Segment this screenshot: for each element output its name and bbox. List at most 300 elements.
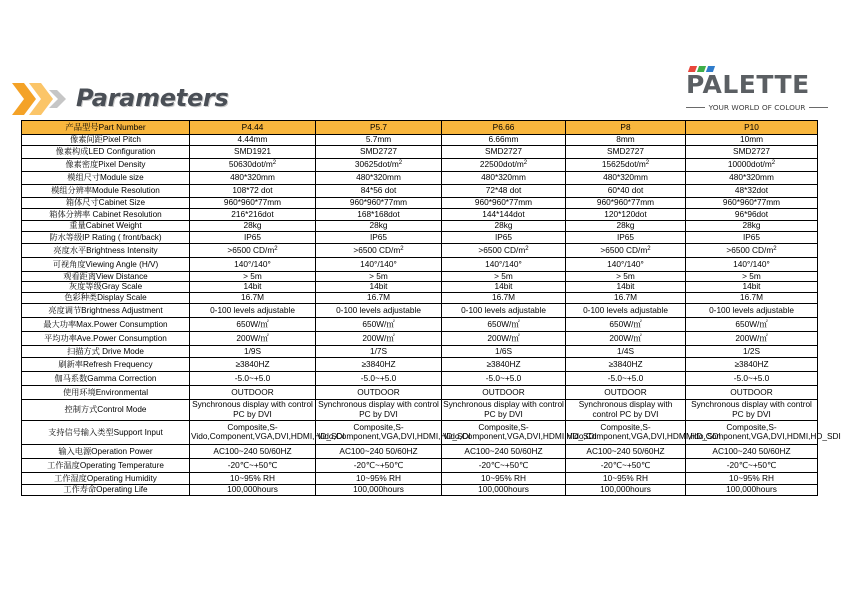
- cell-value: ≥3840HZ: [734, 358, 769, 369]
- cell-value: 30625dot/m: [354, 159, 399, 170]
- cell-value: 0-100 levels adjustable: [210, 304, 295, 315]
- cell-value: Composite,S-Vido,Component,VGA,DVI,HDMI,HD_SDI: [191, 421, 345, 442]
- table-cell: [190, 444, 316, 458]
- table-cell: [316, 146, 442, 159]
- cell-value: 16.7M: [240, 292, 265, 303]
- table-cell: [190, 244, 316, 258]
- table-cell: [686, 209, 818, 221]
- table-row: [22, 272, 818, 282]
- table-cell: [686, 282, 818, 292]
- cell-value: SMD2727: [607, 146, 644, 157]
- table-cell: [566, 357, 686, 371]
- cell-value: 0-100 levels adjustable: [583, 304, 668, 315]
- table-cell: [190, 282, 316, 292]
- table-cell: [190, 172, 316, 185]
- row-label: 输入电源Operation Power: [22, 444, 190, 458]
- table-cell: [566, 232, 686, 244]
- table-cell: [686, 221, 818, 232]
- table-row: [22, 232, 818, 244]
- cell-value: IP65: [742, 231, 761, 242]
- table-cell: [190, 258, 316, 272]
- table-header: [22, 121, 818, 135]
- table-cell: [566, 185, 686, 198]
- cell-value: 10~95% RH: [603, 472, 648, 483]
- cell-value: >6500 CD/m: [227, 244, 275, 255]
- cell-value: 5.7mm: [365, 134, 392, 145]
- table-cell: [316, 244, 442, 258]
- cell-value: 10000dot/m: [727, 159, 772, 170]
- cell-value: -20℃~+50℃: [726, 459, 777, 470]
- table-cell: [316, 371, 442, 385]
- table-cell: [686, 331, 818, 345]
- table-cell: [442, 303, 566, 317]
- table-cell: [190, 135, 316, 146]
- cell-value: 480*320mm: [603, 172, 648, 183]
- cell-value: 480*320mm: [729, 172, 774, 183]
- unit-superscript: 2: [400, 245, 404, 252]
- column-header-p5-7: P5.7: [316, 121, 442, 135]
- cell-value: ≥3840HZ: [608, 358, 643, 369]
- table-cell: [566, 221, 686, 232]
- cell-value: 480*320mm: [230, 172, 275, 183]
- table-cell: [566, 135, 686, 146]
- cell-value: 0-100 levels adjustable: [336, 304, 421, 315]
- table-cell: [190, 472, 316, 484]
- cell-value: -5.0~+5.0: [360, 372, 397, 383]
- table-cell: [190, 209, 316, 221]
- table-cell: [566, 146, 686, 159]
- table-row: [22, 292, 818, 303]
- unit-superscript: 2: [523, 160, 528, 167]
- table-cell: [442, 244, 566, 258]
- cell-value: SMD2727: [360, 146, 397, 157]
- unit-superscript: 2: [398, 160, 403, 167]
- cell-value: 28kg: [616, 220, 635, 231]
- cell-value: 1/4S: [616, 345, 635, 356]
- cell-value: SMD2727: [485, 146, 522, 157]
- table-cell: [686, 135, 818, 146]
- table-row: [22, 221, 818, 232]
- table-row: [22, 209, 818, 221]
- cell-value: 140°/140°: [485, 258, 522, 269]
- cell-value: 14bit: [243, 281, 262, 292]
- table-cell: [190, 458, 316, 472]
- cell-value: 140°/140°: [733, 258, 770, 269]
- row-label: 重量Cabinet Weight: [22, 221, 190, 232]
- cell-value: 16.7M: [491, 292, 516, 303]
- cell-value: 100,000hours: [353, 484, 404, 495]
- table-cell: [686, 292, 818, 303]
- cell-value: 960*960*77mm: [596, 197, 655, 208]
- table-cell: [316, 331, 442, 345]
- cell-value: 15625dot/m: [601, 159, 646, 170]
- cell-value: 14bit: [494, 281, 513, 292]
- table-row: [22, 317, 818, 331]
- cell-value: Composite,S-Vido,Component,VGA,DVI,HDMI,HD_SDI: [317, 421, 471, 442]
- cell-value: 10~95% RH: [230, 472, 275, 483]
- table-cell: [442, 458, 566, 472]
- table-cell: [686, 272, 818, 282]
- cell-value: 200W/㎡: [362, 332, 395, 343]
- tagline-rule-right: [809, 107, 828, 108]
- row-label: 使用环境Environmental: [22, 385, 190, 399]
- table-cell: [442, 221, 566, 232]
- cell-value: 100,000hours: [600, 484, 651, 495]
- table-row: [22, 258, 818, 272]
- table-cell: [686, 472, 818, 484]
- table-cell: [442, 385, 566, 399]
- tagline-rule-left: [686, 107, 705, 108]
- cell-value: Composite,S-Vido,Component,VGA,DVI,HDMI,HD_SDI: [687, 421, 841, 442]
- table-cell: [566, 272, 686, 282]
- table-cell: [442, 399, 566, 420]
- cell-value: 1/9S: [243, 345, 262, 356]
- cell-value: 200W/㎡: [236, 332, 269, 343]
- table-cell: [686, 172, 818, 185]
- chevron-arrows-icon: [12, 80, 72, 118]
- table-cell: [686, 303, 818, 317]
- cell-value: 16.7M: [739, 292, 764, 303]
- cell-value: IP65: [369, 231, 388, 242]
- cell-value: 50630dot/m: [228, 159, 273, 170]
- table-cell: [442, 146, 566, 159]
- cell-value: 650W/㎡: [609, 318, 642, 329]
- cell-value: 10~95% RH: [729, 472, 774, 483]
- cell-value: 650W/㎡: [487, 318, 520, 329]
- cell-value: AC100~240 50/60HZ: [339, 445, 418, 456]
- cell-value: 100,000hours: [726, 484, 777, 495]
- table-cell: [316, 258, 442, 272]
- cell-value: 960*960*77mm: [722, 197, 781, 208]
- table-cell: [566, 420, 721, 444]
- cell-value: 960*960*77mm: [474, 197, 533, 208]
- table-cell: [686, 399, 818, 420]
- cell-value: 10~95% RH: [356, 472, 401, 483]
- cell-value: 1/7S: [369, 345, 388, 356]
- table-cell: [566, 371, 686, 385]
- table-cell: [316, 484, 442, 495]
- table-cell: [442, 232, 566, 244]
- cell-value: 168*168dot: [357, 208, 400, 219]
- table-cell: [442, 331, 566, 345]
- cell-value: OUTDOOR: [482, 386, 525, 397]
- cell-value: 72*48 dot: [485, 185, 522, 196]
- cell-value: -20℃~+50℃: [227, 459, 278, 470]
- cell-value: 120*120dot: [604, 208, 647, 219]
- palette-logo: [686, 66, 828, 116]
- column-header-part-number: 产品型号Part Number: [22, 121, 190, 135]
- table-cell: [442, 371, 566, 385]
- logo-tagline-row: [686, 101, 828, 113]
- cell-value: 960*960*77mm: [349, 197, 408, 208]
- table-cell: [442, 484, 566, 495]
- row-label: 最大功率Max.Power Consumption: [22, 317, 190, 331]
- table-cell: [190, 331, 316, 345]
- table-cell: [442, 185, 566, 198]
- cell-value: 4.44mm: [237, 134, 268, 145]
- cell-value: Synchronous display with control PC by DVI: [318, 399, 439, 419]
- cell-value: > 5m: [243, 271, 262, 281]
- table-cell: [190, 484, 316, 495]
- chevron-orange-icon: [12, 83, 36, 115]
- table-row: [22, 472, 818, 484]
- table-cell: [566, 303, 686, 317]
- table-cell: [566, 198, 686, 209]
- table-cell: [442, 135, 566, 146]
- cell-value: 200W/㎡: [609, 332, 642, 343]
- parameters-table: [21, 120, 841, 496]
- table-cell: [190, 317, 316, 331]
- table-cell: [316, 135, 442, 146]
- cell-value: 650W/㎡: [362, 318, 395, 329]
- cell-value: 28kg: [494, 220, 513, 231]
- table-row: [22, 172, 818, 185]
- table-cell: [566, 159, 686, 172]
- column-header-p6-66: P6.66: [442, 121, 566, 135]
- cell-value: 14bit: [369, 281, 388, 292]
- row-label: 控制方式Control Mode: [22, 399, 190, 420]
- cell-value: >6500 CD/m: [726, 244, 774, 255]
- cell-value: Synchronous display with control PC by DVI: [192, 399, 313, 419]
- cell-value: 28kg: [369, 220, 388, 231]
- table-cell: [686, 244, 818, 258]
- row-label: 工作温度Operating Temperature: [22, 458, 190, 472]
- cell-value: 480*320mm: [481, 172, 526, 183]
- row-label: 可视角度Viewing Angle (H/V): [22, 258, 190, 272]
- table-cell: [190, 232, 316, 244]
- header-row: [22, 121, 818, 135]
- row-label: 灰度等级Gray Scale: [22, 282, 190, 292]
- table-cell: [686, 357, 818, 371]
- table-cell: [566, 472, 686, 484]
- table-cell: [686, 198, 818, 209]
- row-label: 工作湿度Operating Humidity: [22, 472, 190, 484]
- cell-value: IP65: [616, 231, 635, 242]
- cell-value: 216*216dot: [231, 208, 274, 219]
- row-label: 亮度水平Brightness Intensity: [22, 244, 190, 258]
- table-cell: [190, 345, 316, 357]
- cell-value: 200W/㎡: [735, 332, 768, 343]
- cell-value: 96*96dot: [734, 208, 769, 219]
- cell-value: Composite,S-Vido,Component,VGA,DVI,HDMI,HD_SDI: [567, 421, 721, 442]
- cell-value: 28kg: [742, 220, 761, 231]
- cell-value: -5.0~+5.0: [607, 372, 644, 383]
- table-cell: [316, 399, 442, 420]
- cell-value: 0-100 levels adjustable: [461, 304, 546, 315]
- table-cell: [190, 185, 316, 198]
- table-cell: [442, 345, 566, 357]
- table-row: [22, 345, 818, 357]
- table-cell: [686, 345, 818, 357]
- table-cell: [316, 303, 442, 317]
- table-cell: [316, 159, 442, 172]
- cell-value: 28kg: [243, 220, 262, 231]
- cell-value: SMD1921: [234, 146, 271, 157]
- cell-value: OUTDOOR: [231, 386, 274, 397]
- cell-value: > 5m: [494, 271, 513, 281]
- table-cell: [442, 159, 566, 172]
- unit-superscript: 2: [272, 160, 277, 167]
- table-cell: [316, 317, 442, 331]
- cell-value: Composite,S-Vido,Component,VGA,DVI,HDMI,HD_SDI: [443, 421, 597, 442]
- column-header-p10: P10: [686, 121, 818, 135]
- cell-value: 10mm: [739, 134, 764, 145]
- table-cell: [686, 420, 841, 444]
- table-cell: [442, 172, 566, 185]
- cell-value: OUTDOOR: [604, 386, 647, 397]
- cell-value: 960*960*77mm: [223, 197, 282, 208]
- unit-superscript: 2: [647, 245, 651, 252]
- row-label: 扫描方式 Drive Mode: [22, 345, 190, 357]
- table-cell: [316, 345, 442, 357]
- table-cell: [442, 420, 597, 444]
- cell-value: AC100~240 50/60HZ: [213, 445, 292, 456]
- cell-value: > 5m: [616, 271, 635, 281]
- table-cell: [566, 244, 686, 258]
- row-label: 模组分辨率Module Resolution: [22, 185, 190, 198]
- cell-value: Synchronous display with control PC by DVI: [578, 399, 673, 419]
- table-cell: [316, 185, 442, 198]
- row-label: 箱体分辨率 Cabinet Resolution: [22, 209, 190, 221]
- table-cell: [686, 146, 818, 159]
- cell-value: -20℃~+50℃: [353, 459, 404, 470]
- table-cell: [316, 272, 442, 282]
- row-label: 刷新率Refresh Frequency: [22, 357, 190, 371]
- cell-value: 8mm: [616, 134, 635, 145]
- table-cell: [686, 385, 818, 399]
- table-cell: [316, 282, 442, 292]
- row-label: 亮度调节Brightness Adjustment: [22, 303, 190, 317]
- cell-value: 200W/㎡: [487, 332, 520, 343]
- cell-value: OUTDOOR: [730, 386, 773, 397]
- row-label: 工作寿命Operating Life: [22, 484, 190, 495]
- unit-superscript: 2: [773, 245, 777, 252]
- table-cell: [190, 292, 316, 303]
- table-cell: [442, 272, 566, 282]
- unit-superscript: 2: [645, 160, 650, 167]
- table-cell: [442, 282, 566, 292]
- column-header-p8: P8: [566, 121, 686, 135]
- table-row: [22, 185, 818, 198]
- table-cell: [190, 303, 316, 317]
- table-cell: [316, 444, 442, 458]
- unit-superscript: 2: [525, 245, 529, 252]
- cell-value: 140°/140°: [607, 258, 644, 269]
- cell-value: IP65: [243, 231, 262, 242]
- table-cell: [442, 472, 566, 484]
- cell-value: 16.7M: [366, 292, 391, 303]
- cell-value: 60*40 dot: [607, 185, 644, 196]
- row-label: 伽马系数Gamma Correction: [22, 371, 190, 385]
- cell-value: Synchronous display with control PC by DVI: [443, 399, 564, 419]
- cell-value: ≥3840HZ: [361, 358, 396, 369]
- table-row: [22, 303, 818, 317]
- cell-value: 144*144dot: [482, 208, 525, 219]
- table-row: [22, 357, 818, 371]
- table-cell: [686, 444, 818, 458]
- cell-value: 1/6S: [494, 345, 513, 356]
- table-body: [22, 134, 841, 496]
- table-row: [22, 135, 818, 146]
- row-label: 像素密度Pixel Density: [22, 159, 190, 172]
- cell-value: -20℃~+50℃: [478, 459, 529, 470]
- logo-brand-name: PALETTE: [686, 70, 810, 99]
- table-cell: [566, 282, 686, 292]
- table-cell: [316, 209, 442, 221]
- table-cell: [566, 399, 686, 420]
- cell-value: 650W/㎡: [735, 318, 768, 329]
- cell-value: ≥3840HZ: [486, 358, 521, 369]
- table-cell: [190, 385, 316, 399]
- table-cell: [566, 172, 686, 185]
- table-cell: [566, 317, 686, 331]
- table-cell: [686, 232, 818, 244]
- table-row: [22, 484, 818, 495]
- cell-value: >6500 CD/m: [353, 244, 401, 255]
- table-cell: [316, 420, 471, 444]
- cell-value: IP65: [494, 231, 513, 242]
- table-cell: [316, 458, 442, 472]
- table-cell: [316, 385, 442, 399]
- table-cell: [190, 420, 345, 444]
- table-cell: [316, 357, 442, 371]
- table-cell: [686, 159, 818, 172]
- table-cell: [442, 292, 566, 303]
- table-cell: [442, 317, 566, 331]
- cell-value: 48*32dot: [734, 185, 769, 196]
- row-label: 箱体尺寸Cabinet Size: [22, 198, 190, 209]
- unit-superscript: 2: [771, 160, 776, 167]
- table-cell: [316, 292, 442, 303]
- row-label: 模组尺寸Module size: [22, 172, 190, 185]
- table-row: [22, 444, 818, 458]
- table-cell: [190, 357, 316, 371]
- cell-value: 22500dot/m: [479, 159, 524, 170]
- cell-value: OUTDOOR: [357, 386, 400, 397]
- cell-value: 1/2S: [742, 345, 761, 356]
- table-cell: [316, 198, 442, 209]
- logo-tagline: YOUR WORLD OF COLOUR: [708, 102, 806, 112]
- row-label: 防水等级IP Rating ( front/back): [22, 232, 190, 244]
- cell-value: 16.7M: [613, 292, 638, 303]
- table-cell: [190, 159, 316, 172]
- table-cell: [566, 258, 686, 272]
- cell-value: 140°/140°: [360, 258, 397, 269]
- cell-value: AC100~240 50/60HZ: [586, 445, 665, 456]
- table-cell: [686, 484, 818, 495]
- table-cell: [316, 232, 442, 244]
- page-title: Parameters: [76, 84, 229, 112]
- cell-value: 650W/㎡: [236, 318, 269, 329]
- cell-value: 0-100 levels adjustable: [709, 304, 794, 315]
- cell-value: 84*56 dot: [360, 185, 397, 196]
- table-row: [22, 458, 818, 472]
- column-header-p4-44: P4.44: [190, 121, 316, 135]
- table-cell: [190, 371, 316, 385]
- cell-value: >6500 CD/m: [478, 244, 526, 255]
- table-row: [22, 331, 818, 345]
- cell-value: -5.0~+5.0: [485, 372, 522, 383]
- table-cell: [190, 399, 316, 420]
- cell-value: 108*72 dot: [232, 185, 273, 196]
- row-label: 支持信号输入类型Support Input: [22, 420, 190, 444]
- table-row: [22, 159, 818, 172]
- unit-superscript: 2: [274, 245, 278, 252]
- table-cell: [566, 331, 686, 345]
- table-cell: [686, 317, 818, 331]
- cell-value: SMD2727: [733, 146, 770, 157]
- cell-value: 480*320mm: [356, 172, 401, 183]
